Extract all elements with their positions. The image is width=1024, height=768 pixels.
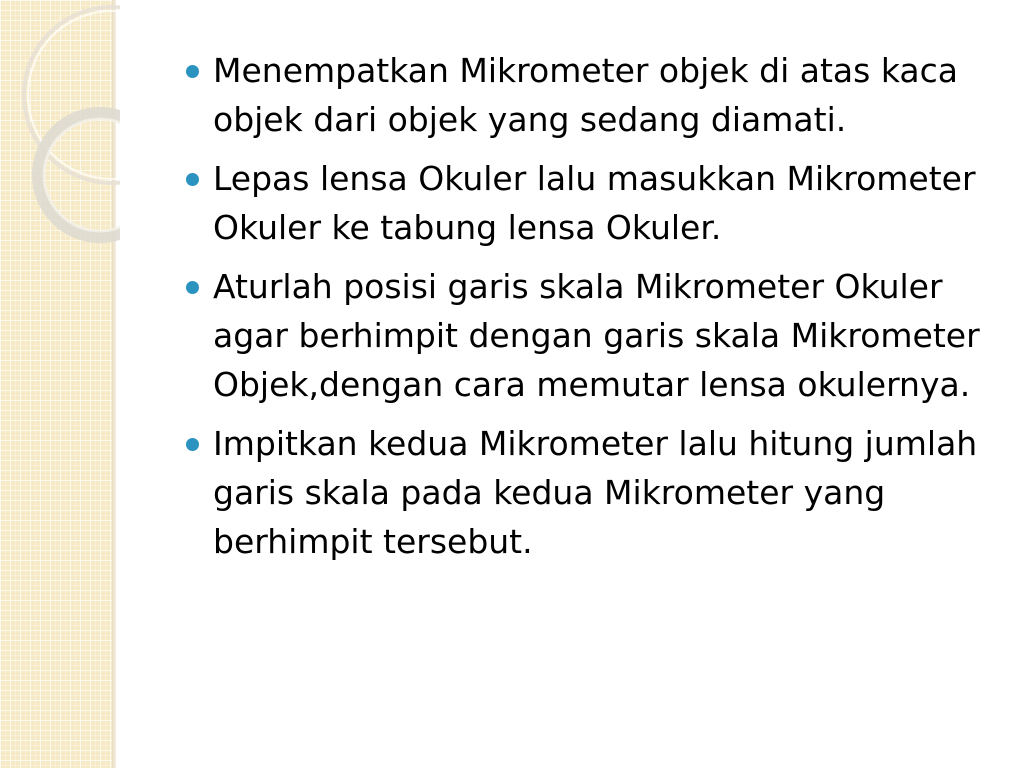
bullet-item bbox=[180, 419, 1000, 566]
decorative-rings bbox=[0, 0, 120, 260]
bullet-item bbox=[180, 262, 1000, 409]
slide-content bbox=[180, 46, 1000, 576]
bullet-dot-icon bbox=[186, 65, 199, 78]
bullet-text: Impitkan kedua Mikrometer lalu hitung jumlah garis skala pada kedua Mikrometer yang berhimpit tersebut. bbox=[213, 424, 978, 561]
bullet-dot-icon bbox=[186, 281, 199, 294]
bullet-item bbox=[180, 154, 1000, 252]
bullet-item bbox=[180, 46, 1000, 144]
bullet-dot-icon bbox=[186, 173, 199, 186]
bullet-list bbox=[180, 46, 1000, 566]
bullet-text: Lepas lensa Okuler lalu masukkan Mikrometer Okuler ke tabung lensa Okuler. bbox=[213, 159, 976, 247]
bullet-dot-icon bbox=[186, 438, 199, 451]
bullet-text: Menempatkan Mikrometer objek di atas kaca objek dari objek yang sedang diamati. bbox=[213, 51, 958, 139]
bullet-text: Aturlah posisi garis skala Mikrometer Okuler agar berhimpit dengan garis skala Mikrometer Objek,dengan cara memutar lensa okulernya. bbox=[213, 267, 980, 404]
